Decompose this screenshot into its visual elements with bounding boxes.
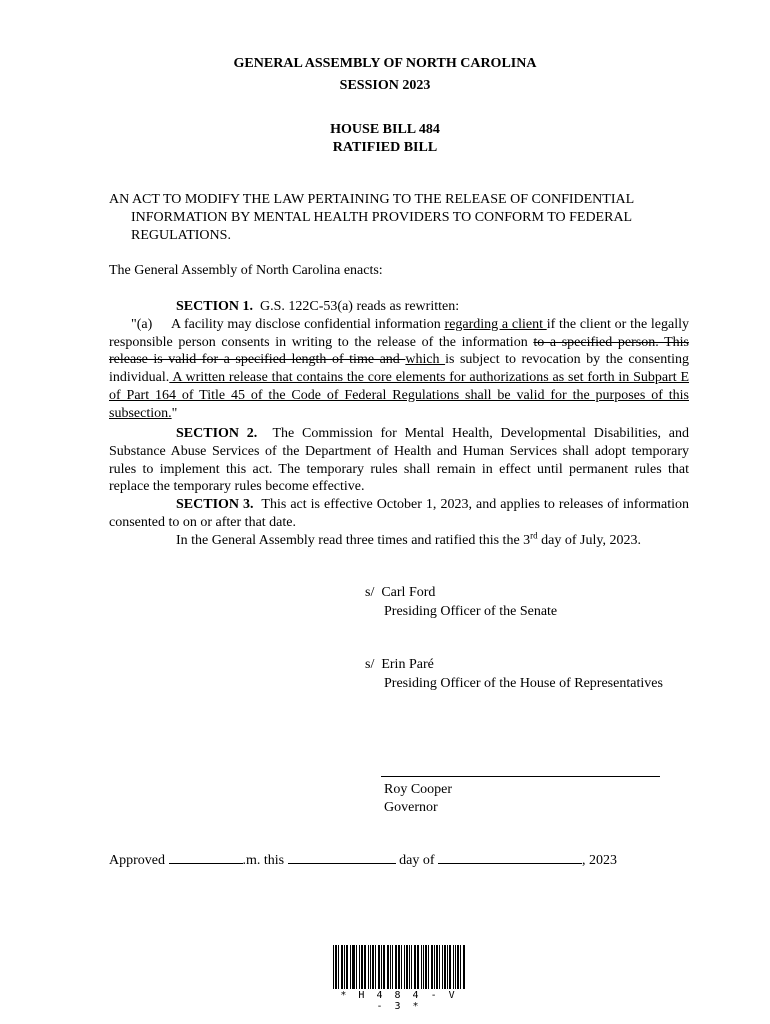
s1-insert-a: regarding a client xyxy=(444,316,547,332)
ratified-sup: rd xyxy=(530,530,538,541)
section-2 xyxy=(109,425,689,496)
s1-insert-c: A written release that contains the core elements for authorizations as set forth in Subpart E of Part 164 of Title 45 of the Code of Federal Regulations shall be valid for the purposes of this subsection. xyxy=(109,370,689,421)
header-ratified: RATIFIED BILL xyxy=(332,140,438,155)
section-1-heading: SECTION 1. xyxy=(176,299,254,314)
enacting-clause: The General Assembly of North Carolina enacts: xyxy=(109,263,383,278)
ratification-line xyxy=(109,532,689,550)
s1-text-b: if the client or the legally responsible person consents in writing to the release of the information xyxy=(109,316,690,350)
governor-signature-line xyxy=(381,776,660,777)
section-1 xyxy=(109,298,689,423)
section-1-intro xyxy=(109,298,689,316)
house-signer: s/ Erin Paré xyxy=(365,657,434,672)
barcode-text: * H 4 8 4 - V - 3 * xyxy=(340,990,458,1012)
header-assembly: GENERAL ASSEMBLY OF NORTH CAROLINA xyxy=(233,56,537,71)
section-3-text: This act is effective October 1, 2023, and applies to releases of information consented to on or after that date. xyxy=(109,497,689,530)
ratified-pre: In the General Assembly read three times and ratified this the 3 xyxy=(176,533,531,548)
s1-insert-b: which xyxy=(405,352,446,368)
section-1-intro-text: G.S. 122C-53(a) reads as rewritten: xyxy=(260,299,460,314)
header-bill-number: HOUSE BILL 484 xyxy=(330,122,440,137)
approved-day-of: day of xyxy=(395,853,439,868)
approved-blank-day xyxy=(288,851,396,864)
s1-text-c: is subject to revocation by the consenting individual. xyxy=(109,352,689,386)
governor-title: Governor xyxy=(384,800,438,815)
s1-strike-a: to a specified person. This release is valid for a specified length of time and xyxy=(109,334,689,368)
barcode-image xyxy=(333,945,465,989)
s1-text-a: "(a) A facility may disclose confidential information xyxy=(131,316,445,332)
approved-blank-month xyxy=(438,851,582,864)
approved-year: , 2023 xyxy=(582,853,618,868)
approved-label: Approved xyxy=(109,853,169,868)
senate-signer: s/ Carl Ford xyxy=(365,585,436,600)
section-1-body xyxy=(109,316,689,423)
house-title: Presiding Officer of the House of Representatives xyxy=(384,676,663,691)
s1-text-d: " xyxy=(171,405,178,421)
section-2-text: The Commission for Mental Health, Developmental Disabilities, and Substance Abuse Services of the Department of Health and Human Services shall adopt temporary rules to implement this act. The temporary rules shall remain in effect until permanent rules that replace the temporary rules become effective. xyxy=(109,426,689,495)
governor-name: Roy Cooper xyxy=(384,782,453,797)
header-session: SESSION 2023 xyxy=(339,78,431,93)
approval-line xyxy=(109,851,617,870)
act-title: AN ACT TO MODIFY THE LAW PERTAINING TO THE RELEASE OF CONFIDENTIAL INFORMATION BY MENTAL HEALTH PROVIDERS TO CONFORM TO FEDERAL REGULATIONS. xyxy=(109,192,634,243)
ratified-post: day of July, 2023. xyxy=(537,533,641,548)
senate-title: Presiding Officer of the Senate xyxy=(384,604,558,619)
section-2-heading: SECTION 2. xyxy=(176,426,258,441)
section-3 xyxy=(109,496,689,532)
approved-blank-am-pm xyxy=(169,851,243,864)
approved-m-this: .m. this xyxy=(242,853,288,868)
section-3-heading: SECTION 3. xyxy=(176,497,254,512)
